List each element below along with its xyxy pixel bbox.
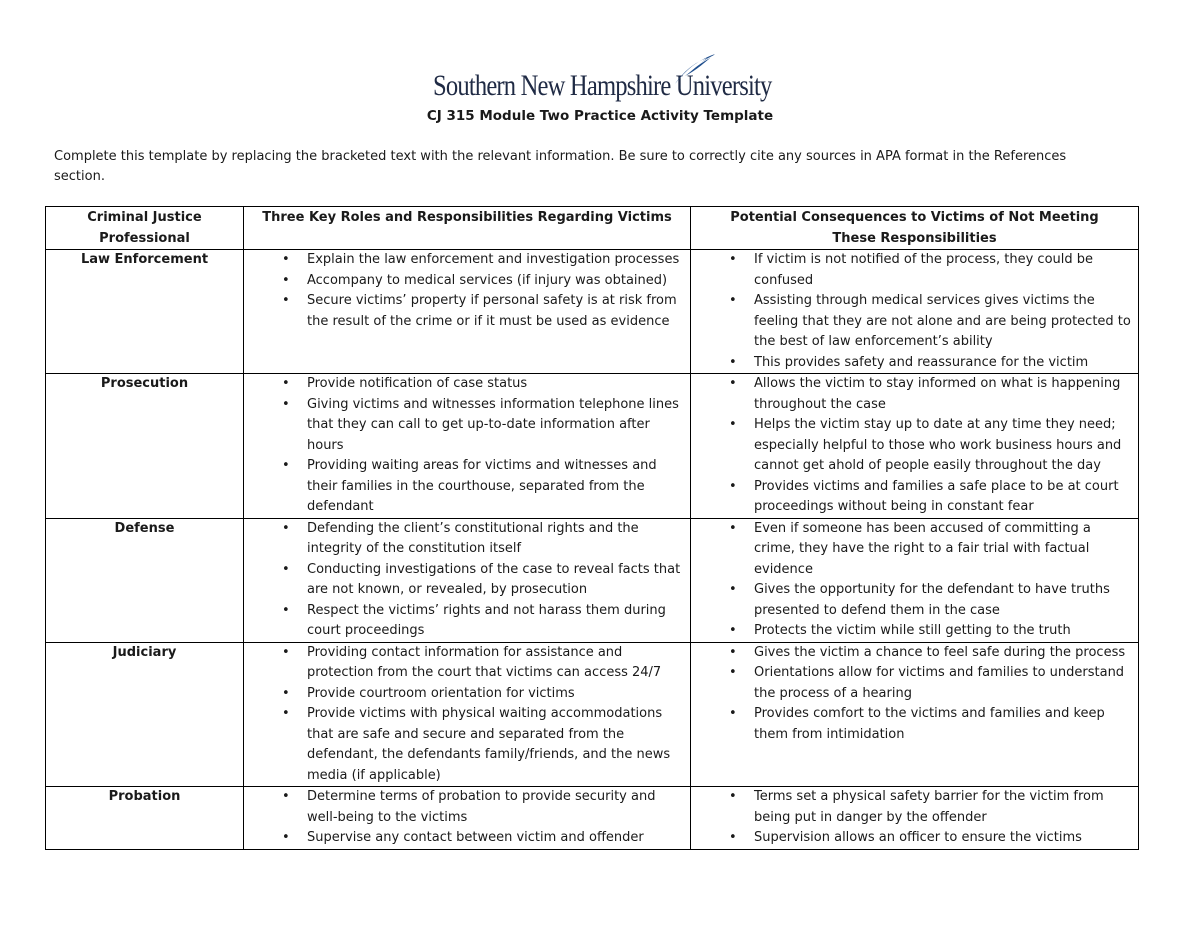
list-item: • Defending the client’s constitutional rights and the integrity of the constitution itself (282, 520, 639, 556)
role-cell: Defense (46, 518, 244, 642)
list-item: • If victim is not notified of the process, they could be confused (729, 252, 1094, 288)
list-item: • Even if someone has been accused of committing a crime, they have the right to a fair trial with factual evidence (729, 520, 1091, 577)
bullet-icon: • (282, 458, 290, 473)
bullet-icon: • (282, 293, 290, 308)
bullet-icon: • (282, 252, 290, 267)
list-item: • Assisting through medical services gives victims the feeling that they are not alone and are being protected to the best of law enforcement’s ability (729, 293, 1131, 349)
list-item: • Respect the victims’ rights and not harass them during court proceedings (282, 602, 666, 638)
list-item: • Allows the victim to stay informed on what is happening throughout the case (729, 376, 1121, 412)
bullet-icon: • (282, 520, 290, 536)
consequences-cell (691, 250, 1139, 374)
table-row (46, 374, 1139, 519)
bullet-icon: • (729, 293, 737, 308)
bullet-icon: • (282, 376, 290, 391)
responsibilities-cell (244, 642, 691, 787)
role-cell: Judiciary (46, 642, 244, 787)
bullet-icon: • (282, 396, 290, 412)
list-item: • Supervision allows an officer to ensure the victims (754, 828, 1134, 849)
list-item: • Protects the victim while still getting to the truth (754, 621, 1134, 642)
header-responsibilities: Three Key Roles and Responsibilities Regarding Victims (244, 207, 691, 250)
table-row (46, 642, 1139, 787)
responsibilities-cell (244, 787, 691, 850)
bullet-icon: • (282, 685, 290, 701)
bullet-icon: • (282, 272, 290, 288)
bullet-icon: • (282, 602, 290, 618)
header-professional: Criminal Justice Professional (46, 207, 244, 250)
role-cell: Probation (46, 787, 244, 850)
role-cell: Prosecution (46, 374, 244, 519)
bullet-icon: • (729, 478, 737, 494)
bullet-icon: • (282, 561, 290, 577)
list-item: • Provide victims with physical waiting accommodations that are safe and secure and separated from the defendant, the defendants family/friends, and the news media (if applicable) (282, 706, 671, 783)
table-row (46, 518, 1139, 642)
bullet-icon: • (729, 665, 737, 680)
bullet-icon: • (729, 830, 737, 845)
table-row (46, 787, 1139, 850)
bullet-icon: • (729, 623, 737, 638)
logo-wordmark: Southern New Hampshire University (433, 69, 772, 102)
bullet-icon: • (729, 644, 737, 660)
responsibilities-cell (244, 518, 691, 642)
university-logo (433, 52, 773, 102)
table-header-row (46, 207, 1139, 250)
responsibilities-cell (244, 374, 691, 519)
consequences-cell (691, 518, 1139, 642)
list-item: • Supervise any contact between victim and offender (307, 828, 686, 849)
list-item: • Gives the opportunity for the defendant to have truths presented to defend them in the case (729, 582, 1110, 618)
list-item: • Determine terms of probation to provide security and well-being to the victims (282, 789, 656, 825)
consequences-cell (691, 374, 1139, 519)
bullet-icon: • (729, 706, 737, 721)
table-row (46, 250, 1139, 374)
bullet-icon: • (729, 582, 737, 597)
list-item: • Provides victims and families a safe place to be at court proceedings without being in constant fear (729, 478, 1119, 514)
list-item: • Giving victims and witnesses information telephone lines that they can call to get up-to-date information after hours (282, 396, 679, 453)
list-item: • Orientations allow for victims and families to understand the process of a hearing (729, 665, 1125, 701)
bullet-icon: • (729, 789, 737, 804)
bullet-icon: • (729, 252, 737, 267)
bullet-icon: • (282, 830, 290, 845)
bullet-icon: • (282, 644, 290, 660)
role-cell: Law Enforcement (46, 250, 244, 374)
list-item: • Provide notification of case status (307, 374, 686, 395)
list-item: • Gives the victim a chance to feel safe during the process (754, 643, 1134, 664)
responsibilities-cell (244, 250, 691, 374)
list-item: • Helps the victim stay up to date at any time they need; especially helpful to those who work business hours and cannot get ahold of people easily throughout the day (729, 417, 1122, 473)
quill-leaf-icon (671, 52, 717, 86)
list-item: • Providing waiting areas for victims and witnesses and their families in the courthouse, separated from the defendant (282, 458, 657, 514)
list-item: • Terms set a physical safety barrier for the victim from being put in danger by the offender (729, 789, 1104, 825)
roles-table (45, 206, 1139, 850)
bullet-icon: • (729, 354, 737, 370)
list-item: • Secure victims’ property if personal safety is at risk from the result of the crime or if it must be used as evidence (282, 293, 677, 329)
list-item: • Explain the law enforcement and investigation processes (307, 250, 686, 271)
document-title: CJ 315 Module Two Practice Activity Template (426, 108, 774, 124)
consequences-cell (691, 642, 1139, 787)
bullet-icon: • (729, 520, 737, 536)
list-item: • Conducting investigations of the case to reveal facts that are not known, or revealed, by prosecution (282, 561, 681, 597)
list-item: • Providing contact information for assistance and protection from the court that victims can access 24/7 (282, 644, 662, 680)
bullet-icon: • (282, 789, 290, 804)
list-item: • Provide courtroom orientation for victims (307, 684, 686, 705)
list-item: • Provides comfort to the victims and families and keep them from intimidation (729, 706, 1105, 742)
header-consequences: Potential Consequences to Victims of Not Meeting These Responsibilities (691, 207, 1139, 250)
list-item: • This provides safety and reassurance for the victim (754, 353, 1134, 374)
bullet-icon: • (729, 376, 737, 391)
instructions-text: Complete this template by replacing the bracketed text with the relevant information. Be sure to correctly cite any sources in APA format in the References section. (54, 149, 1067, 184)
consequences-cell (691, 787, 1139, 850)
list-item: • Accompany to medical services (if injury was obtained) (307, 271, 686, 292)
bullet-icon: • (729, 417, 737, 432)
bullet-icon: • (282, 706, 290, 721)
